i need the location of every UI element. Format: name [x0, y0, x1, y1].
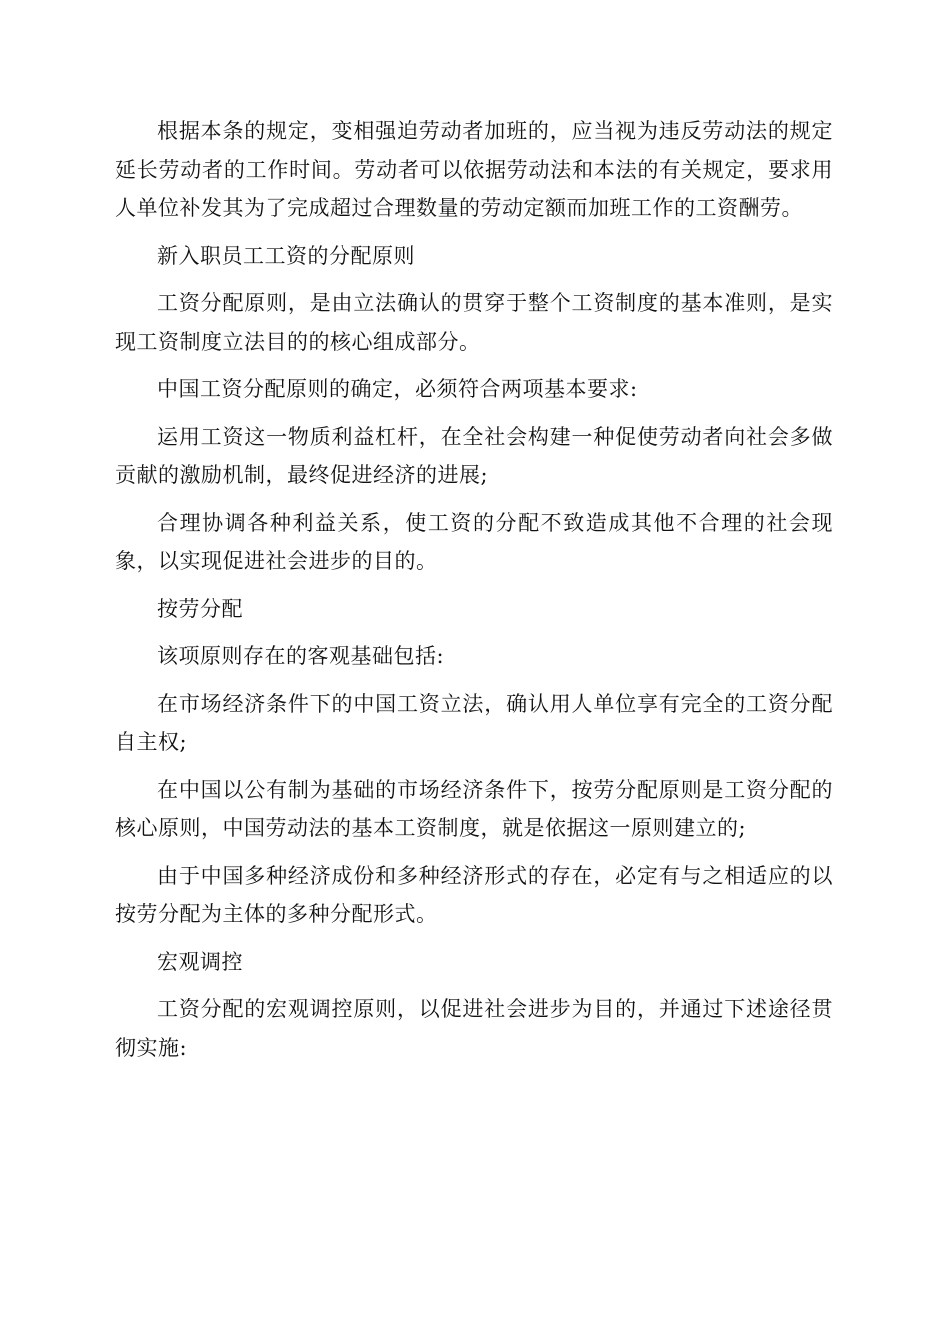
document-page — [115, 112, 833, 1076]
paragraph-macro-control: 工资分配的宏观调控原则，以促进社会进步为目的，并通过下述途径贯彻实施: — [115, 997, 833, 1060]
paragraph-requirement-coordination: 合理协调各种利益关系，使工资的分配不致造成其他不合理的社会现象，以实现促进社会进步的目的。 — [115, 510, 833, 573]
section-heading-macro-control: 宏观调控 — [157, 949, 243, 974]
paragraph-two-requirements: 中国工资分配原则的确定，必须符合两项基本要求: — [157, 377, 638, 401]
paragraph-objective-basis: 该项原则存在的客观基础包括: — [157, 644, 445, 668]
paragraph-overtime-rule: 根据本条的规定，变相强迫劳动者加班的，应当视为违反劳动法的规定延长劳动者的工作时间。劳动者可以依据劳动法和本法的有关规定，要求用人单位补发其为了完成超过合理数量的劳动定额而加班工作的工资酬劳。 — [115, 119, 833, 220]
paragraph-basis-autonomy: 在市场经济条件下的中国工资立法，确认用人单位享有完全的工资分配自主权; — [115, 691, 833, 754]
paragraph-wage-principle-definition: 工资分配原则，是由立法确认的贯穿于整个工资制度的基本准则，是实现工资制度立法目的的核心组成部分。 — [115, 291, 833, 354]
section-heading-wage-principles: 新入职员工工资的分配原则 — [157, 243, 415, 268]
paragraph-requirement-incentive: 运用工资这一物质利益杠杆，在全社会构建一种促使劳动者向社会多做贡献的激励机制，最终促进经济的进展; — [115, 424, 833, 487]
paragraph-basis-multiple-forms: 由于中国多种经济成份和多种经济形式的存在，必定有与之相适应的以按劳分配为主体的多种分配形式。 — [115, 863, 833, 926]
paragraph-basis-core-principle: 在中国以公有制为基础的市场经济条件下，按劳分配原则是工资分配的核心原则，中国劳动法的基本工资制度，就是依据这一原则建立的; — [115, 777, 833, 840]
section-heading-distribution-by-work: 按劳分配 — [157, 596, 243, 621]
